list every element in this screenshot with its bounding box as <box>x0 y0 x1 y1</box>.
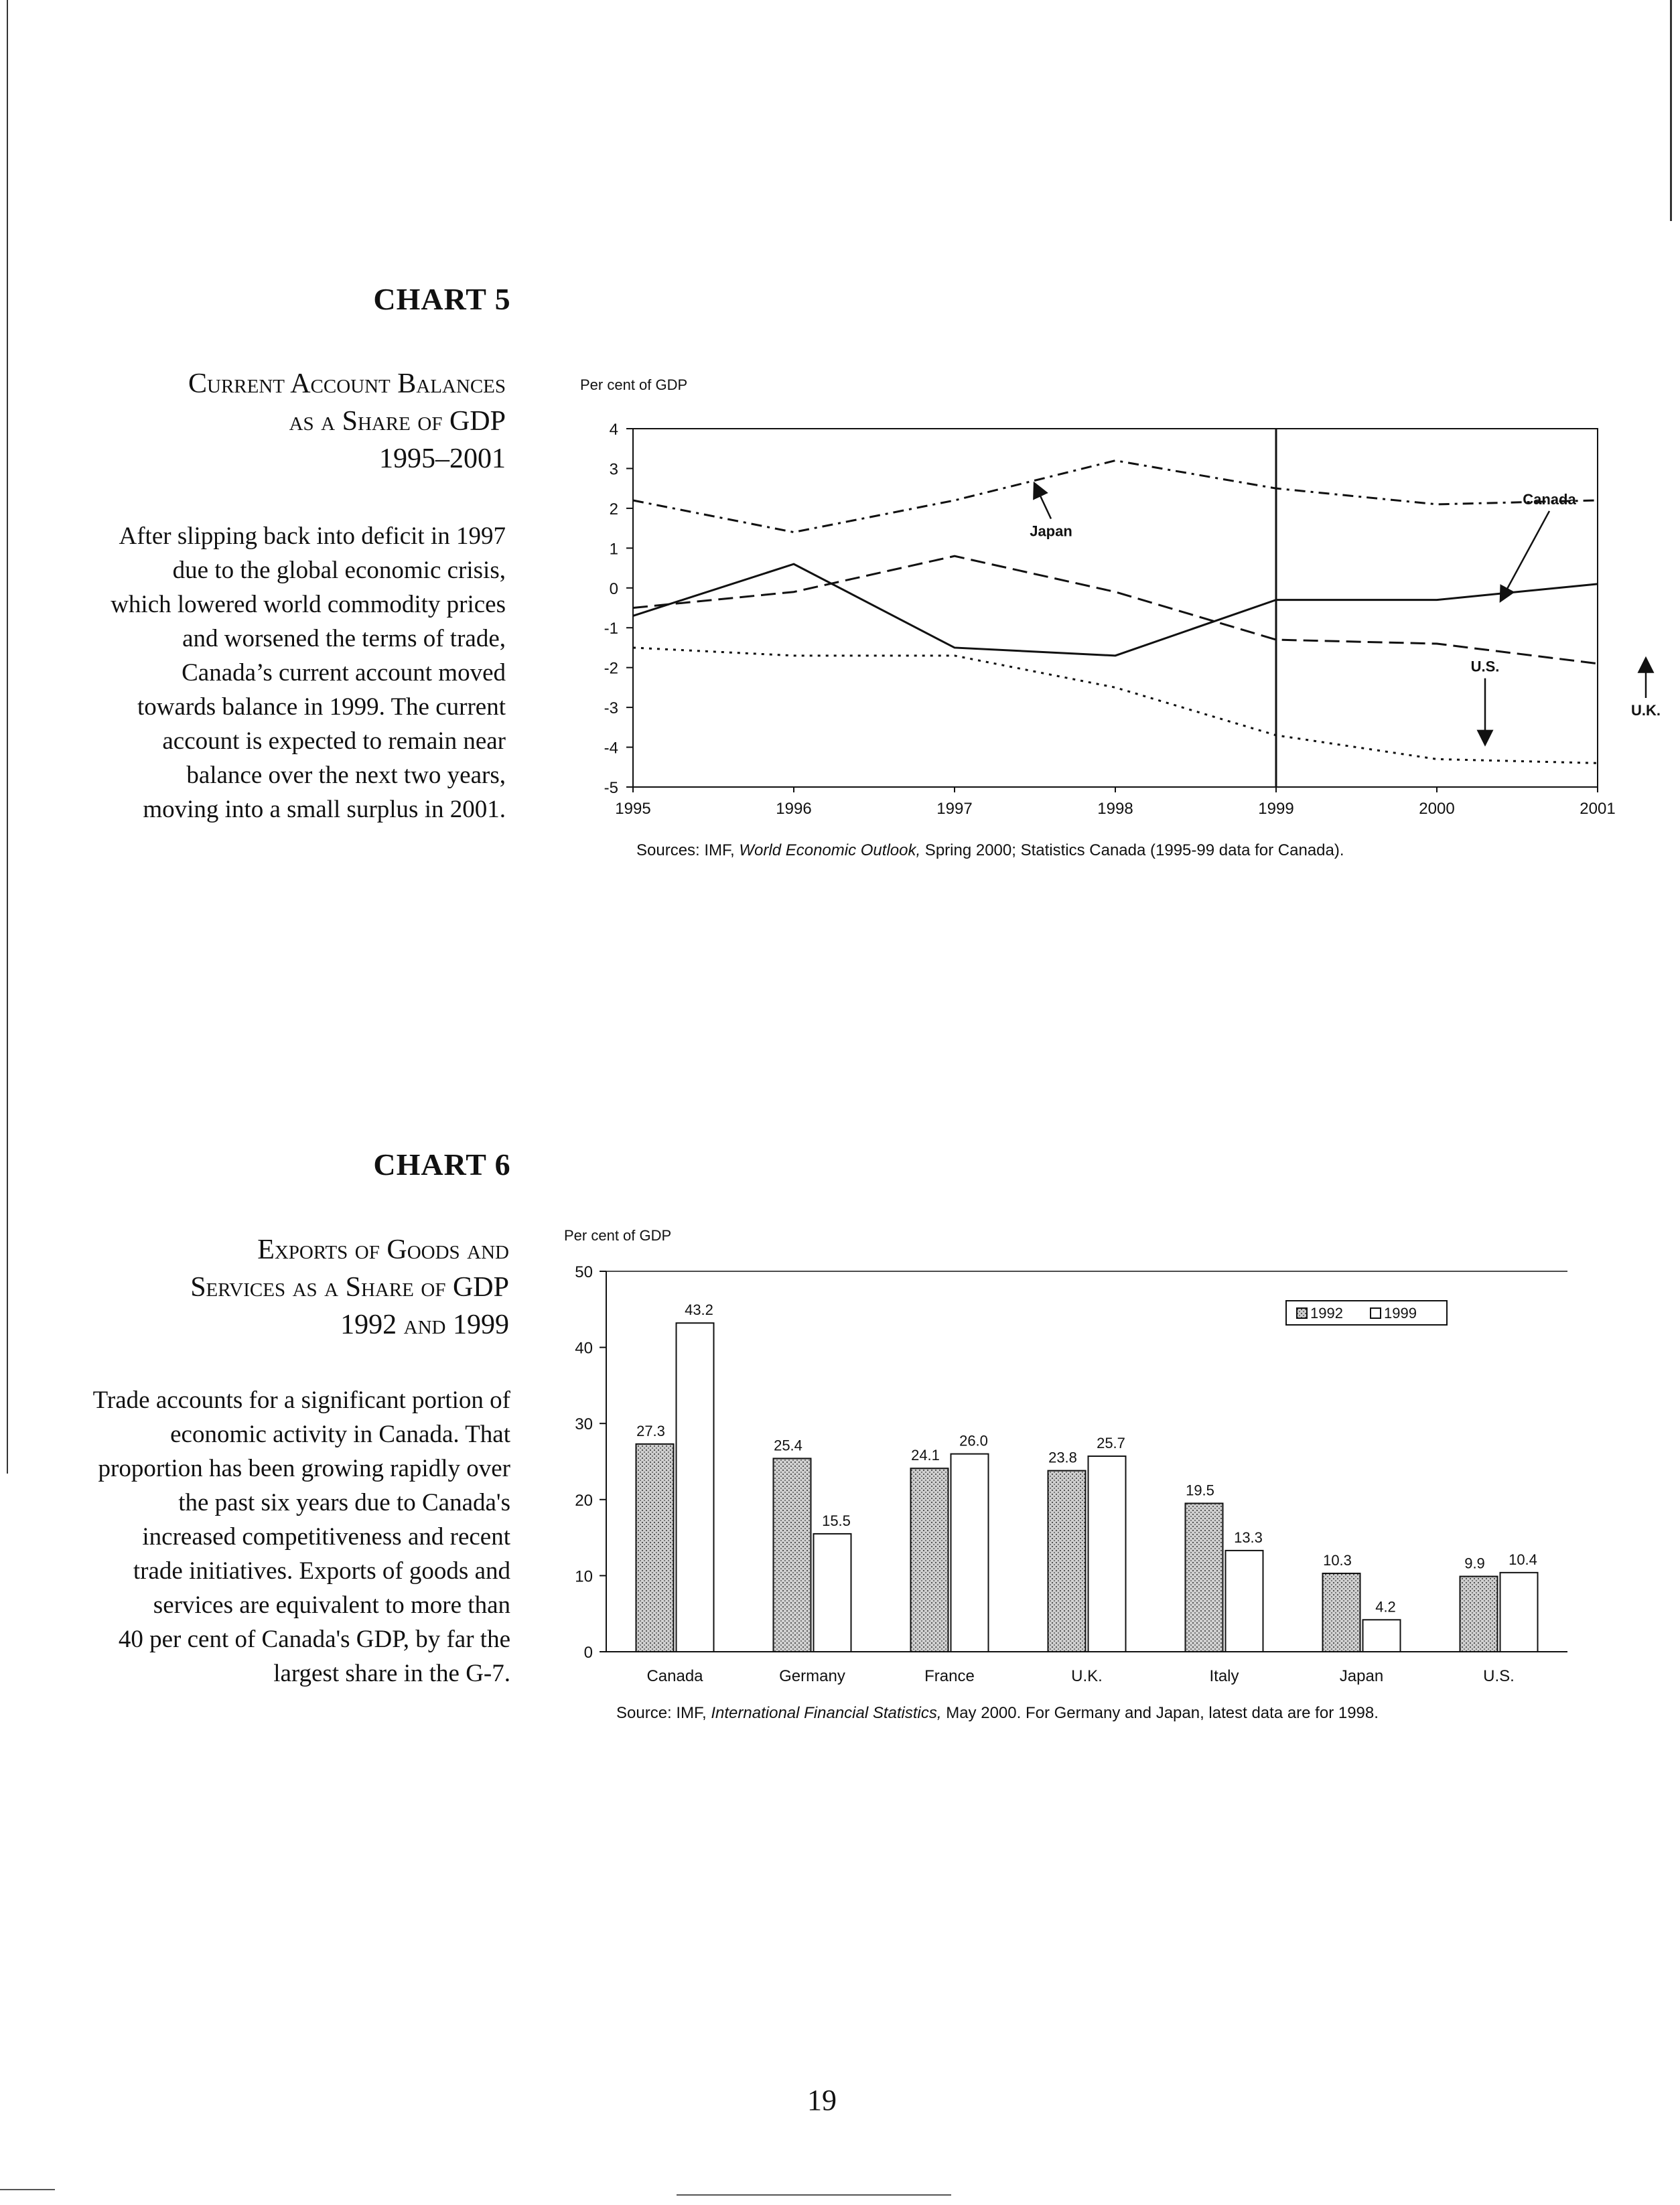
bar-1992 <box>911 1468 949 1652</box>
series-annotation: U.K. <box>1631 702 1661 719</box>
x-category-label: U.K. <box>1071 1667 1103 1685</box>
source-suffix: Spring 2000; Statistics Canada (1995-99 data for Canada). <box>920 841 1344 859</box>
description-line: largest share in the G-7. <box>273 1660 510 1687</box>
chart6-title-line: 1992 and 1999 <box>340 1309 509 1340</box>
plot-frame <box>633 429 1598 787</box>
bottom-page-rule <box>0 2189 55 2190</box>
data-label: 15.5 <box>822 1512 851 1529</box>
chart6-title-line: Services as a Share of GDP <box>190 1272 509 1303</box>
source-prefix: Sources: IMF, <box>636 841 740 859</box>
data-label: 27.3 <box>636 1422 665 1439</box>
chart6-source <box>616 1704 1379 1723</box>
chart5-title <box>40 365 506 478</box>
series-line-us <box>633 648 1598 763</box>
page-number: 19 <box>807 2084 837 2117</box>
bar-1999 <box>1089 1456 1126 1652</box>
description-line: After slipping back into deficit in 1997 <box>119 522 506 550</box>
x-tick-label: 1995 <box>615 800 651 818</box>
source-prefix: Source: IMF, <box>616 1704 711 1722</box>
y-tick-label: 0 <box>609 579 618 598</box>
y-tick-label: -5 <box>604 779 618 797</box>
data-label: 26.0 <box>959 1432 988 1449</box>
y-tick-label: 0 <box>583 1644 593 1662</box>
description-line: 40 per cent of Canada's GDP, by far the <box>118 1626 510 1653</box>
data-label: 25.4 <box>774 1437 802 1454</box>
description-line: Trade accounts for a significant portion of <box>92 1386 510 1414</box>
bar-1992 <box>636 1444 674 1652</box>
chart5-unit-label: Per cent of GDP <box>580 376 688 393</box>
data-label: 4.2 <box>1375 1598 1396 1616</box>
x-tick-label: 1997 <box>936 800 973 818</box>
annotation-arrow <box>1501 511 1549 600</box>
series-line-canada <box>633 564 1598 656</box>
chart5-title-line: 1995–2001 <box>379 443 506 474</box>
chart5-heading: CHART 5 <box>373 282 511 316</box>
description-line: which lowered world commodity prices <box>111 591 506 618</box>
data-label: 25.7 <box>1097 1435 1125 1452</box>
bar-1999 <box>951 1454 989 1652</box>
chart6-unit-label: Per cent of GDP <box>564 1227 672 1244</box>
bar-1999 <box>814 1534 851 1652</box>
legend-label: 1999 <box>1384 1305 1417 1322</box>
y-tick-label: 20 <box>575 1491 593 1510</box>
description-line: and worsened the terms of trade, <box>182 625 506 652</box>
chart6-description <box>13 1383 510 1691</box>
data-label: 13.3 <box>1234 1528 1263 1546</box>
y-tick-label: 1 <box>609 540 618 559</box>
description-line: account is expected to remain near <box>162 727 506 755</box>
series-line-japan <box>633 461 1598 532</box>
right-page-rule <box>1670 0 1672 221</box>
chart6-title <box>40 1231 509 1344</box>
data-label: 19.5 <box>1186 1482 1214 1499</box>
x-category-label: France <box>924 1667 975 1685</box>
y-tick-label: 40 <box>575 1339 593 1358</box>
x-tick-label: 2000 <box>1419 800 1455 818</box>
data-label: 23.8 <box>1048 1449 1077 1466</box>
series-annotation: Japan <box>1030 522 1072 540</box>
y-tick-label: 50 <box>575 1263 593 1281</box>
data-label: 43.2 <box>685 1301 713 1319</box>
x-tick-label: 1998 <box>1097 800 1133 818</box>
chart5-title-line: Current Account Balances <box>188 368 506 399</box>
description-line: due to the global economic crisis, <box>172 557 506 584</box>
legend-label: 1992 <box>1310 1305 1343 1322</box>
data-label: 10.3 <box>1323 1551 1352 1569</box>
data-label: 9.9 <box>1464 1555 1485 1572</box>
x-category-label: Japan <box>1339 1667 1384 1685</box>
bar-1992 <box>774 1458 811 1652</box>
y-tick-label: 4 <box>609 421 618 439</box>
chart6-title-line: Exports of Goods and <box>257 1234 509 1265</box>
x-tick-label: 2001 <box>1580 800 1616 818</box>
x-category-label: U.S. <box>1483 1667 1515 1685</box>
chart5-line-chart <box>563 402 1661 837</box>
x-tick-label: 1996 <box>776 800 812 818</box>
bar-1992 <box>1048 1471 1086 1652</box>
description-line: economic activity in Canada. That <box>170 1421 510 1448</box>
description-line: balance over the next two years, <box>186 762 506 789</box>
bar-1992 <box>1186 1503 1223 1652</box>
y-tick-label: 2 <box>609 500 618 518</box>
source-suffix: May 2000. For Germany and Japan, latest data are for 1998. <box>941 1704 1379 1722</box>
x-category-label: Italy <box>1209 1667 1239 1685</box>
legend-swatch <box>1297 1308 1307 1318</box>
chart6-bar-chart <box>549 1253 1581 1695</box>
x-category-label: Germany <box>779 1667 845 1685</box>
chart5-description <box>27 519 506 827</box>
series-annotation: Canada <box>1523 490 1576 508</box>
bar-1999 <box>1226 1551 1263 1652</box>
series-annotation: U.S. <box>1470 658 1500 675</box>
y-tick-label: 3 <box>609 460 618 479</box>
description-line: services are equivalent to more than <box>153 1591 510 1619</box>
bar-1992 <box>1460 1577 1498 1652</box>
description-line: Canada’s current account moved <box>182 659 506 687</box>
description-line: towards balance in 1999. The current <box>137 693 506 721</box>
description-line: trade initiatives. Exports of goods and <box>133 1557 510 1585</box>
y-tick-label: -3 <box>604 699 618 718</box>
y-tick-label: 30 <box>575 1415 593 1434</box>
description-line: proportion has been growing rapidly over <box>98 1455 510 1482</box>
annotation-arrow <box>1035 484 1051 518</box>
bar-1999 <box>677 1323 714 1652</box>
source-title: International Financial Statistics, <box>711 1704 942 1722</box>
y-tick-label: -4 <box>604 739 618 758</box>
x-tick-label: 1999 <box>1258 800 1294 818</box>
description-line: increased competitiveness and recent <box>142 1523 510 1551</box>
y-tick-label: -2 <box>604 659 618 678</box>
description-line: the past six years due to Canada's <box>178 1489 510 1516</box>
legend-swatch <box>1371 1308 1381 1318</box>
description-line: moving into a small surplus in 2001. <box>143 796 506 823</box>
bar-1999 <box>1500 1573 1538 1652</box>
source-title: World Economic Outlook, <box>739 841 921 859</box>
series-line-uk <box>633 556 1598 664</box>
chart5-source <box>636 841 1344 860</box>
bottom-page-rule-center <box>677 2194 951 2196</box>
data-label: 24.1 <box>911 1447 940 1464</box>
bar-1992 <box>1323 1573 1360 1652</box>
bar-1999 <box>1363 1620 1401 1652</box>
y-tick-label: -1 <box>604 620 618 638</box>
chart5-title-line: as a Share of GDP <box>289 406 506 437</box>
data-label: 10.4 <box>1509 1551 1537 1568</box>
left-page-rule <box>7 0 8 1474</box>
y-tick-label: 10 <box>575 1567 593 1586</box>
x-category-label: Canada <box>646 1667 703 1685</box>
chart6-heading: CHART 6 <box>373 1147 511 1182</box>
